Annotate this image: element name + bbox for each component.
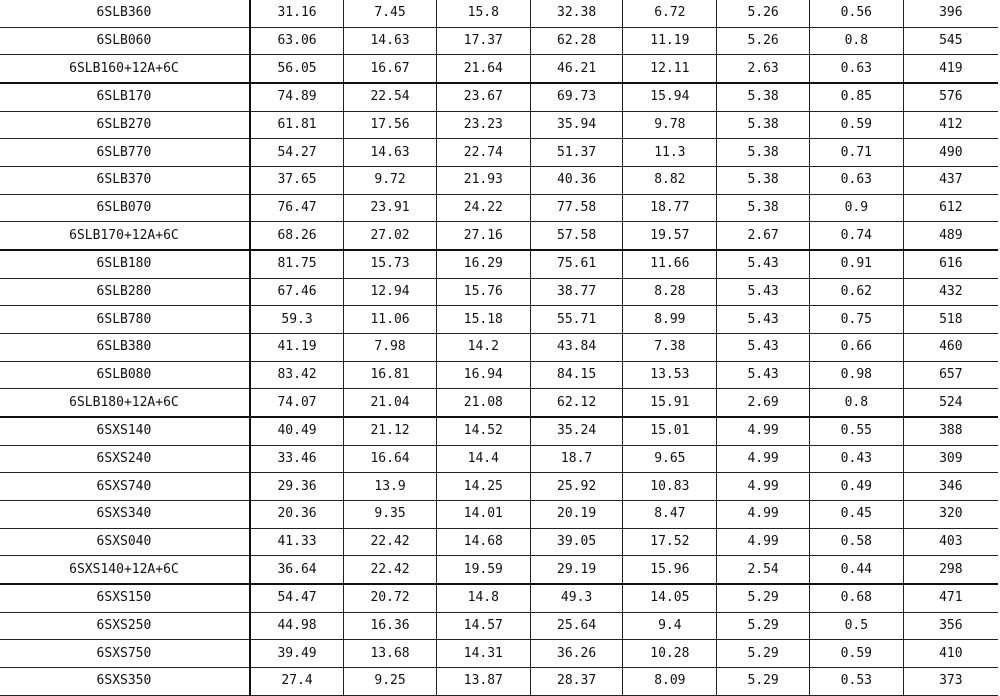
table-row bbox=[0, 167, 998, 195]
value-cell-7[interactable]: 0.59 bbox=[809, 111, 903, 139]
value-cell-6[interactable]: 5.43 bbox=[717, 334, 810, 362]
value-cell-7[interactable]: 0.98 bbox=[809, 361, 903, 389]
value-cell-8[interactable]: 432 bbox=[903, 278, 998, 306]
value-cell-3[interactable]: 19.59 bbox=[436, 556, 530, 584]
table-row bbox=[0, 668, 998, 696]
value-cell-8[interactable]: 489 bbox=[903, 222, 998, 250]
value-cell-1[interactable]: 54.47 bbox=[250, 584, 344, 612]
value-cell-5[interactable]: 11.19 bbox=[623, 27, 717, 55]
value-cell-1[interactable]: 56.05 bbox=[250, 55, 344, 83]
product-code-cell[interactable]: 6SXS040 bbox=[0, 528, 250, 556]
table-row bbox=[0, 556, 998, 584]
value-cell-5[interactable]: 13.53 bbox=[623, 361, 717, 389]
table-row bbox=[0, 473, 998, 501]
value-cell-6[interactable]: 5.38 bbox=[717, 139, 810, 167]
value-cell-7[interactable]: 0.45 bbox=[809, 501, 903, 529]
product-code-cell[interactable]: 6SXS150 bbox=[0, 584, 250, 612]
value-cell-2[interactable]: 11.06 bbox=[344, 306, 437, 334]
value-cell-6[interactable]: 5.26 bbox=[717, 27, 810, 55]
value-cell-4[interactable]: 51.37 bbox=[530, 139, 623, 167]
value-cell-7[interactable]: 0.74 bbox=[809, 222, 903, 250]
value-cell-8[interactable]: 518 bbox=[903, 306, 998, 334]
value-cell-1[interactable]: 74.07 bbox=[250, 389, 344, 417]
value-cell-3[interactable]: 14.52 bbox=[436, 417, 530, 445]
value-cell-5[interactable]: 17.52 bbox=[623, 528, 717, 556]
value-cell-7[interactable]: 0.62 bbox=[809, 278, 903, 306]
value-cell-5[interactable]: 15.91 bbox=[623, 389, 717, 417]
product-code-cell[interactable]: 6SLB770 bbox=[0, 139, 250, 167]
product-code-cell[interactable]: 6SXS140 bbox=[0, 417, 250, 445]
table-row bbox=[0, 222, 998, 250]
table-row bbox=[0, 361, 998, 389]
value-cell-5[interactable]: 9.65 bbox=[623, 445, 717, 473]
table-row bbox=[0, 27, 998, 55]
table-row bbox=[0, 528, 998, 556]
value-cell-3[interactable]: 23.67 bbox=[436, 83, 530, 111]
value-cell-1[interactable]: 41.19 bbox=[250, 334, 344, 362]
product-code-cell[interactable]: 6SLB270 bbox=[0, 111, 250, 139]
product-code-cell[interactable]: 6SLB370 bbox=[0, 167, 250, 195]
value-cell-5[interactable]: 12.11 bbox=[623, 55, 717, 83]
value-cell-4[interactable]: 84.15 bbox=[530, 361, 623, 389]
product-code-cell[interactable]: 6SXS750 bbox=[0, 640, 250, 668]
value-cell-7[interactable]: 0.68 bbox=[809, 584, 903, 612]
value-cell-8[interactable]: 419 bbox=[903, 55, 998, 83]
value-cell-2[interactable]: 27.02 bbox=[344, 222, 437, 250]
value-cell-6[interactable]: 5.43 bbox=[717, 361, 810, 389]
value-cell-3[interactable]: 15.18 bbox=[436, 306, 530, 334]
value-cell-5[interactable]: 8.47 bbox=[623, 501, 717, 529]
value-cell-8[interactable]: 576 bbox=[903, 83, 998, 111]
value-cell-7[interactable]: 0.59 bbox=[809, 640, 903, 668]
value-cell-8[interactable]: 490 bbox=[903, 139, 998, 167]
value-cell-1[interactable]: 54.27 bbox=[250, 139, 344, 167]
product-code-cell[interactable]: 6SLB060 bbox=[0, 27, 250, 55]
product-code-cell[interactable]: 6SLB180+12A+6C bbox=[0, 389, 250, 417]
table-row bbox=[0, 0, 998, 27]
value-cell-1[interactable]: 83.42 bbox=[250, 361, 344, 389]
value-cell-8[interactable]: 410 bbox=[903, 640, 998, 668]
product-code-cell[interactable]: 6SLB360 bbox=[0, 0, 250, 27]
value-cell-6[interactable]: 5.29 bbox=[717, 612, 810, 640]
value-cell-3[interactable]: 21.93 bbox=[436, 167, 530, 195]
value-cell-4[interactable]: 25.92 bbox=[530, 473, 623, 501]
table-row bbox=[0, 501, 998, 529]
value-cell-5[interactable]: 11.66 bbox=[623, 250, 717, 278]
value-cell-7[interactable]: 0.56 bbox=[809, 0, 903, 27]
table-row bbox=[0, 278, 998, 306]
value-cell-4[interactable]: 43.84 bbox=[530, 334, 623, 362]
value-cell-5[interactable]: 9.78 bbox=[623, 111, 717, 139]
value-cell-6[interactable]: 4.99 bbox=[717, 501, 810, 529]
value-cell-1[interactable]: 39.49 bbox=[250, 640, 344, 668]
value-cell-6[interactable]: 4.99 bbox=[717, 473, 810, 501]
value-cell-3[interactable]: 14.31 bbox=[436, 640, 530, 668]
value-cell-3[interactable]: 14.25 bbox=[436, 473, 530, 501]
product-code-cell[interactable]: 6SLB170+12A+6C bbox=[0, 222, 250, 250]
product-code-cell[interactable]: 6SXS250 bbox=[0, 612, 250, 640]
value-cell-4[interactable]: 57.58 bbox=[530, 222, 623, 250]
table-row bbox=[0, 445, 998, 473]
value-cell-6[interactable]: 5.43 bbox=[717, 250, 810, 278]
value-cell-2[interactable]: 21.12 bbox=[344, 417, 437, 445]
product-code-cell[interactable]: 6SXS340 bbox=[0, 501, 250, 529]
table-row bbox=[0, 584, 998, 612]
value-cell-5[interactable]: 14.05 bbox=[623, 584, 717, 612]
value-cell-4[interactable]: 35.94 bbox=[530, 111, 623, 139]
value-cell-2[interactable]: 13.68 bbox=[344, 640, 437, 668]
value-cell-4[interactable]: 36.26 bbox=[530, 640, 623, 668]
value-cell-1[interactable]: 61.81 bbox=[250, 111, 344, 139]
value-cell-8[interactable]: 471 bbox=[903, 584, 998, 612]
value-cell-2[interactable]: 12.94 bbox=[344, 278, 437, 306]
table-row bbox=[0, 83, 998, 111]
value-cell-8[interactable]: 320 bbox=[903, 501, 998, 529]
value-cell-4[interactable]: 49.3 bbox=[530, 584, 623, 612]
value-cell-4[interactable]: 69.73 bbox=[530, 83, 623, 111]
value-cell-2[interactable]: 16.81 bbox=[344, 361, 437, 389]
value-cell-7[interactable]: 0.63 bbox=[809, 55, 903, 83]
value-cell-6[interactable]: 5.38 bbox=[717, 111, 810, 139]
value-cell-5[interactable]: 19.57 bbox=[623, 222, 717, 250]
value-cell-1[interactable]: 67.46 bbox=[250, 278, 344, 306]
value-cell-4[interactable]: 20.19 bbox=[530, 501, 623, 529]
value-cell-7[interactable]: 0.9 bbox=[809, 194, 903, 222]
value-cell-3[interactable]: 22.74 bbox=[436, 139, 530, 167]
value-cell-7[interactable]: 0.5 bbox=[809, 612, 903, 640]
table-row bbox=[0, 334, 998, 362]
value-cell-1[interactable]: 40.49 bbox=[250, 417, 344, 445]
value-cell-2[interactable]: 22.54 bbox=[344, 83, 437, 111]
value-cell-8[interactable]: 412 bbox=[903, 111, 998, 139]
value-cell-1[interactable]: 37.65 bbox=[250, 167, 344, 195]
value-cell-8[interactable]: 396 bbox=[903, 0, 998, 27]
value-cell-2[interactable]: 17.56 bbox=[344, 111, 437, 139]
product-code-cell[interactable]: 6SLB780 bbox=[0, 306, 250, 334]
value-cell-1[interactable]: 81.75 bbox=[250, 250, 344, 278]
value-cell-2[interactable]: 13.9 bbox=[344, 473, 437, 501]
value-cell-4[interactable]: 75.61 bbox=[530, 250, 623, 278]
value-cell-4[interactable]: 29.19 bbox=[530, 556, 623, 584]
value-cell-8[interactable]: 309 bbox=[903, 445, 998, 473]
value-cell-5[interactable]: 11.3 bbox=[623, 139, 717, 167]
value-cell-7[interactable]: 0.8 bbox=[809, 389, 903, 417]
value-cell-8[interactable]: 460 bbox=[903, 334, 998, 362]
value-cell-8[interactable]: 616 bbox=[903, 250, 998, 278]
value-cell-3[interactable]: 16.94 bbox=[436, 361, 530, 389]
value-cell-3[interactable]: 14.4 bbox=[436, 445, 530, 473]
value-cell-2[interactable]: 9.72 bbox=[344, 167, 437, 195]
value-cell-3[interactable]: 15.76 bbox=[436, 278, 530, 306]
table-row bbox=[0, 194, 998, 222]
value-cell-8[interactable]: 403 bbox=[903, 528, 998, 556]
value-cell-7[interactable]: 0.66 bbox=[809, 334, 903, 362]
value-cell-1[interactable]: 36.64 bbox=[250, 556, 344, 584]
value-cell-3[interactable]: 16.29 bbox=[436, 250, 530, 278]
value-cell-4[interactable]: 28.37 bbox=[530, 668, 623, 696]
table-row bbox=[0, 640, 998, 668]
value-cell-1[interactable]: 20.36 bbox=[250, 501, 344, 529]
value-cell-5[interactable]: 15.96 bbox=[623, 556, 717, 584]
value-cell-5[interactable]: 18.77 bbox=[623, 194, 717, 222]
value-cell-4[interactable]: 77.58 bbox=[530, 194, 623, 222]
value-cell-2[interactable]: 22.42 bbox=[344, 528, 437, 556]
value-cell-8[interactable]: 373 bbox=[903, 668, 998, 696]
value-cell-8[interactable]: 437 bbox=[903, 167, 998, 195]
value-cell-2[interactable]: 7.45 bbox=[344, 0, 437, 27]
value-cell-2[interactable]: 22.42 bbox=[344, 556, 437, 584]
value-cell-8[interactable]: 346 bbox=[903, 473, 998, 501]
value-cell-1[interactable]: 33.46 bbox=[250, 445, 344, 473]
value-cell-6[interactable]: 2.54 bbox=[717, 556, 810, 584]
value-cell-5[interactable]: 15.94 bbox=[623, 83, 717, 111]
value-cell-6[interactable]: 4.99 bbox=[717, 445, 810, 473]
value-cell-4[interactable]: 55.71 bbox=[530, 306, 623, 334]
product-code-cell[interactable]: 6SLB080 bbox=[0, 361, 250, 389]
value-cell-2[interactable]: 23.91 bbox=[344, 194, 437, 222]
value-cell-5[interactable]: 9.4 bbox=[623, 612, 717, 640]
table-row bbox=[0, 306, 998, 334]
value-cell-4[interactable]: 62.28 bbox=[530, 27, 623, 55]
value-cell-2[interactable]: 7.98 bbox=[344, 334, 437, 362]
product-code-cell[interactable]: 6SXS140+12A+6C bbox=[0, 556, 250, 584]
value-cell-8[interactable]: 356 bbox=[903, 612, 998, 640]
value-cell-5[interactable]: 10.83 bbox=[623, 473, 717, 501]
value-cell-4[interactable]: 38.77 bbox=[530, 278, 623, 306]
product-code-cell[interactable]: 6SXS740 bbox=[0, 473, 250, 501]
value-cell-4[interactable]: 39.05 bbox=[530, 528, 623, 556]
value-cell-1[interactable]: 74.89 bbox=[250, 83, 344, 111]
value-cell-5[interactable]: 10.28 bbox=[623, 640, 717, 668]
product-code-cell[interactable]: 6SLB180 bbox=[0, 250, 250, 278]
value-cell-7[interactable]: 0.85 bbox=[809, 83, 903, 111]
value-cell-3[interactable]: 14.68 bbox=[436, 528, 530, 556]
value-cell-3[interactable]: 24.22 bbox=[436, 194, 530, 222]
value-cell-5[interactable]: 7.38 bbox=[623, 334, 717, 362]
value-cell-6[interactable]: 5.29 bbox=[717, 640, 810, 668]
product-code-cell[interactable]: 6SLB280 bbox=[0, 278, 250, 306]
value-cell-5[interactable]: 8.28 bbox=[623, 278, 717, 306]
value-cell-2[interactable]: 16.64 bbox=[344, 445, 437, 473]
value-cell-7[interactable]: 0.75 bbox=[809, 306, 903, 334]
value-cell-3[interactable]: 17.37 bbox=[436, 27, 530, 55]
value-cell-5[interactable]: 15.01 bbox=[623, 417, 717, 445]
value-cell-3[interactable]: 14.2 bbox=[436, 334, 530, 362]
value-cell-1[interactable]: 76.47 bbox=[250, 194, 344, 222]
value-cell-7[interactable]: 0.58 bbox=[809, 528, 903, 556]
value-cell-3[interactable]: 14.8 bbox=[436, 584, 530, 612]
value-cell-8[interactable]: 388 bbox=[903, 417, 998, 445]
value-cell-6[interactable]: 5.38 bbox=[717, 83, 810, 111]
value-cell-1[interactable]: 59.3 bbox=[250, 306, 344, 334]
value-cell-4[interactable]: 40.36 bbox=[530, 167, 623, 195]
value-cell-7[interactable]: 0.91 bbox=[809, 250, 903, 278]
value-cell-3[interactable]: 23.23 bbox=[436, 111, 530, 139]
value-cell-7[interactable]: 0.8 bbox=[809, 27, 903, 55]
value-cell-5[interactable]: 8.99 bbox=[623, 306, 717, 334]
value-cell-4[interactable]: 32.38 bbox=[530, 0, 623, 27]
value-cell-8[interactable]: 545 bbox=[903, 27, 998, 55]
value-cell-1[interactable]: 31.16 bbox=[250, 0, 344, 27]
value-cell-1[interactable]: 41.33 bbox=[250, 528, 344, 556]
value-cell-2[interactable]: 15.73 bbox=[344, 250, 437, 278]
value-cell-4[interactable]: 62.12 bbox=[530, 389, 623, 417]
value-cell-6[interactable]: 2.63 bbox=[717, 55, 810, 83]
product-code-cell[interactable]: 6SXS350 bbox=[0, 668, 250, 696]
table-row bbox=[0, 250, 998, 278]
value-cell-1[interactable]: 27.4 bbox=[250, 668, 344, 696]
value-cell-7[interactable]: 0.55 bbox=[809, 417, 903, 445]
value-cell-7[interactable]: 0.71 bbox=[809, 139, 903, 167]
table-row bbox=[0, 612, 998, 640]
value-cell-7[interactable]: 0.43 bbox=[809, 445, 903, 473]
value-cell-1[interactable]: 63.06 bbox=[250, 27, 344, 55]
value-cell-3[interactable]: 27.16 bbox=[436, 222, 530, 250]
value-cell-2[interactable]: 9.25 bbox=[344, 668, 437, 696]
table-row bbox=[0, 139, 998, 167]
value-cell-6[interactable]: 5.29 bbox=[717, 668, 810, 696]
value-cell-1[interactable]: 29.36 bbox=[250, 473, 344, 501]
value-cell-2[interactable]: 16.67 bbox=[344, 55, 437, 83]
value-cell-6[interactable]: 4.99 bbox=[717, 417, 810, 445]
value-cell-5[interactable]: 8.82 bbox=[623, 167, 717, 195]
value-cell-8[interactable]: 524 bbox=[903, 389, 998, 417]
table-row bbox=[0, 389, 998, 417]
table-row bbox=[0, 111, 998, 139]
value-cell-8[interactable]: 612 bbox=[903, 194, 998, 222]
value-cell-2[interactable]: 9.35 bbox=[344, 501, 437, 529]
value-cell-4[interactable]: 18.7 bbox=[530, 445, 623, 473]
value-cell-6[interactable]: 2.69 bbox=[717, 389, 810, 417]
value-cell-3[interactable]: 21.08 bbox=[436, 389, 530, 417]
product-code-cell[interactable]: 6SXS240 bbox=[0, 445, 250, 473]
value-cell-3[interactable]: 13.87 bbox=[436, 668, 530, 696]
value-cell-7[interactable]: 0.44 bbox=[809, 556, 903, 584]
product-code-cell[interactable]: 6SLB070 bbox=[0, 194, 250, 222]
value-cell-4[interactable]: 46.21 bbox=[530, 55, 623, 83]
value-cell-1[interactable]: 68.26 bbox=[250, 222, 344, 250]
value-cell-6[interactable]: 5.43 bbox=[717, 278, 810, 306]
value-cell-3[interactable]: 21.64 bbox=[436, 55, 530, 83]
value-cell-6[interactable]: 5.38 bbox=[717, 167, 810, 195]
value-cell-8[interactable]: 298 bbox=[903, 556, 998, 584]
value-cell-6[interactable]: 5.43 bbox=[717, 306, 810, 334]
value-cell-1[interactable]: 44.98 bbox=[250, 612, 344, 640]
product-code-cell[interactable]: 6SLB160+12A+6C bbox=[0, 55, 250, 83]
value-cell-3[interactable]: 14.01 bbox=[436, 501, 530, 529]
value-cell-7[interactable]: 0.63 bbox=[809, 167, 903, 195]
value-cell-6[interactable]: 5.26 bbox=[717, 0, 810, 27]
table-row bbox=[0, 417, 998, 445]
value-cell-4[interactable]: 25.64 bbox=[530, 612, 623, 640]
value-cell-2[interactable]: 16.36 bbox=[344, 612, 437, 640]
value-cell-2[interactable]: 21.04 bbox=[344, 389, 437, 417]
value-cell-6[interactable]: 5.29 bbox=[717, 584, 810, 612]
value-cell-5[interactable]: 6.72 bbox=[623, 0, 717, 27]
value-cell-6[interactable]: 4.99 bbox=[717, 528, 810, 556]
value-cell-7[interactable]: 0.53 bbox=[809, 668, 903, 696]
value-cell-8[interactable]: 657 bbox=[903, 361, 998, 389]
value-cell-4[interactable]: 35.24 bbox=[530, 417, 623, 445]
table-row bbox=[0, 55, 998, 83]
value-cell-5[interactable]: 8.09 bbox=[623, 668, 717, 696]
product-code-cell[interactable]: 6SLB380 bbox=[0, 334, 250, 362]
value-cell-6[interactable]: 5.38 bbox=[717, 194, 810, 222]
value-cell-2[interactable]: 20.72 bbox=[344, 584, 437, 612]
value-cell-6[interactable]: 2.67 bbox=[717, 222, 810, 250]
value-cell-3[interactable]: 15.8 bbox=[436, 0, 530, 27]
value-cell-3[interactable]: 14.57 bbox=[436, 612, 530, 640]
value-cell-2[interactable]: 14.63 bbox=[344, 27, 437, 55]
product-code-cell[interactable]: 6SLB170 bbox=[0, 83, 250, 111]
value-cell-2[interactable]: 14.63 bbox=[344, 139, 437, 167]
value-cell-7[interactable]: 0.49 bbox=[809, 473, 903, 501]
